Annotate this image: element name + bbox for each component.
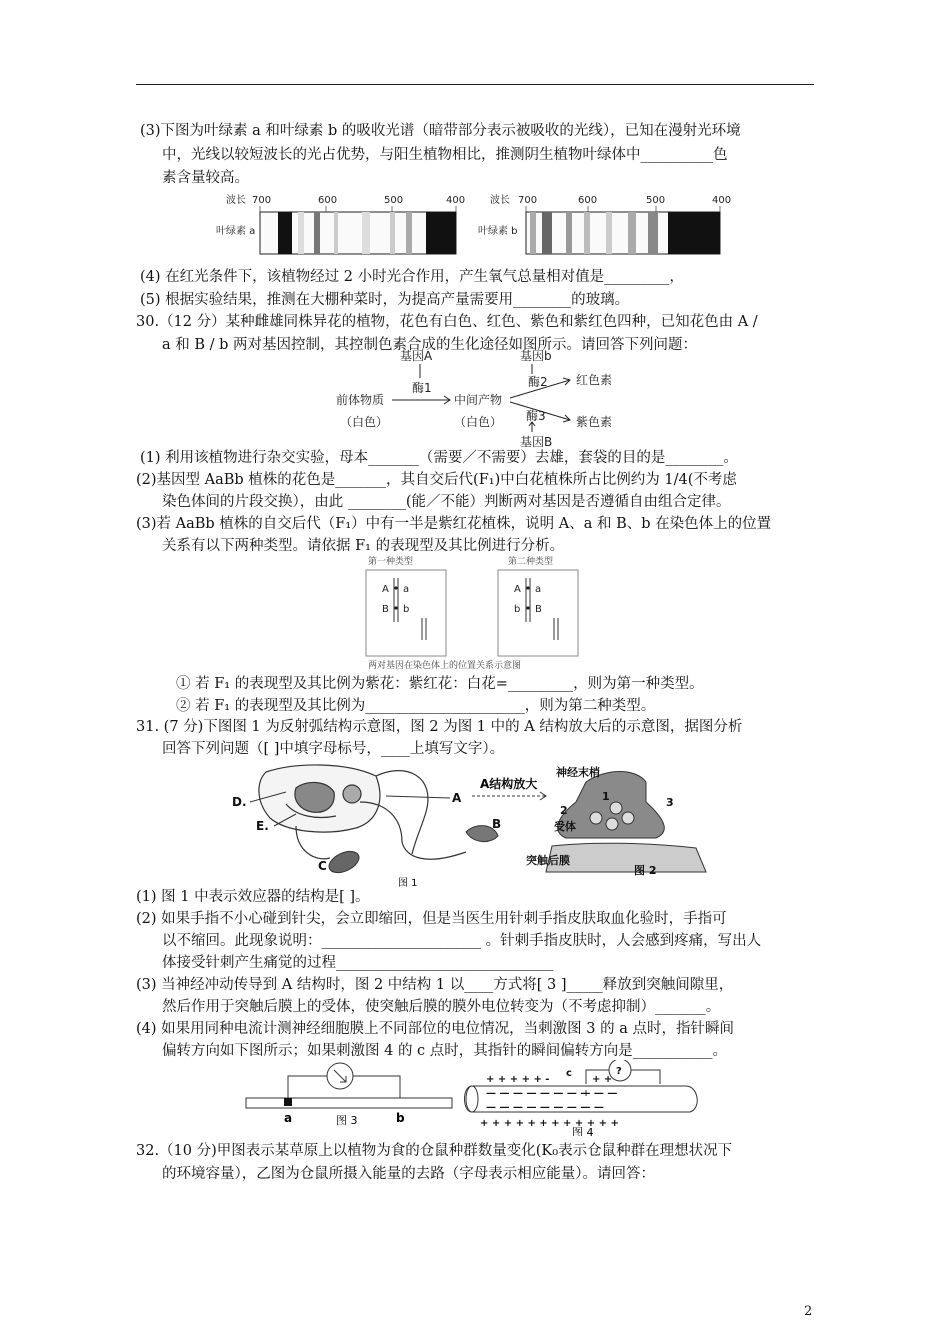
nerve-ending-label: 神经末梢 <box>556 766 600 779</box>
q32-line1: 32.（10 分)甲图表示某草原上以植物为食的仓鼠种群数量变化(K₀表示仓鼠种群在理想状况下 <box>136 1143 733 1159</box>
tick-600-b: 600 <box>578 195 598 206</box>
enzyme1-label: 酶1 <box>412 381 432 395</box>
tick-500-a: 500 <box>384 195 404 206</box>
white-label-1: （白色） <box>340 415 389 429</box>
effector-c-shape <box>326 847 363 877</box>
label-c: C <box>318 859 327 873</box>
q31-3-line1: (3) 当神经冲动传导到 A 结构时，图 2 中结构 1 以____方式将[ 3 ]_____释放到突触间隙里， <box>136 977 734 993</box>
q30-3-option2: ② 若 F₁ 的表现型及其比例为______________________，则为第二种类型。 <box>176 698 656 714</box>
purple-pigment-label: 紫色素 <box>576 415 613 429</box>
t2-allele-A: A <box>514 584 521 595</box>
fig3-nerve-fiber <box>246 1098 452 1108</box>
type2-label: 第二种类型 <box>508 557 554 567</box>
fig4-plus-bottom: + + + + + + + + + + + + <box>480 1118 619 1129</box>
q30-line1: 30.（12 分）某种雌雄同株异花的植物，花色有白色、红色、紫色和紫红色四种，已知花色由 A / <box>136 314 758 330</box>
galvanometer-figures <box>240 1060 710 1136</box>
chromosome-caption: 两对基因在染色体上的位置关系示意图 <box>368 661 522 671</box>
fig3-label-a: a <box>284 1111 293 1125</box>
q29-3-line3: 素含量较高。 <box>162 170 249 186</box>
absorption-spectrum-figure <box>212 190 752 262</box>
q31-3-line2: 然后作用于突触后膜上的受体，使突触后膜的膜外电位转变为（不考虑抑制）_______。 <box>162 999 721 1015</box>
fig1-caption: 图 1 <box>398 878 418 889</box>
t1-allele-B: B <box>382 604 389 615</box>
num-3: 3 <box>666 796 674 809</box>
fig4-plus-top: + + + + + - <box>486 1074 550 1085</box>
q30-2-line2: 染色体间的片段交换），由此 ________(能／不能）判断两对基因是否遵循自由组合定律。 <box>162 494 731 510</box>
wavelength-label-a: 波长 <box>226 195 246 206</box>
q31-line2: 回答下列问题（[ ]中填字母标号，____上填写文字）。 <box>162 741 505 757</box>
q29-4: (4) 在红光条件下，该植物经过 2 小时光合作用，产生氧气总量相对值是_________， <box>140 269 684 285</box>
red-pigment-label: 红色素 <box>576 373 613 387</box>
t1-allele-a: a <box>403 584 410 595</box>
fig4-question: ? <box>616 1066 622 1077</box>
gene-b-lower-label: 基因b <box>520 349 552 363</box>
q29-5: (5) 根据实验结果，推测在大棚种菜时，为提高产量需要用________的玻璃。 <box>140 292 630 308</box>
q30-line2: a 和 B / b 两对基因控制，其控制色素合成的生化途径如图所示。请回答下列问题： <box>162 337 698 353</box>
tick-500-b: 500 <box>646 195 666 206</box>
gene-a-label: 基因A <box>400 349 433 363</box>
enlarge-label: A结构放大 <box>480 777 538 791</box>
tick-700-b: 700 <box>518 195 538 206</box>
wavelength-label-b: 波长 <box>490 195 510 206</box>
fig4-minus-top: — — — — — — — — — — <box>486 1088 618 1099</box>
precursor-label: 前体物质 <box>336 393 385 407</box>
q29-3-line1: (3)下图为叶绿素 a 和叶绿素 b 的吸收光谱（暗带部分表示被吸收的光线），已知在漫射光环境 <box>140 123 741 139</box>
postsynaptic-membrane <box>546 843 706 872</box>
receptor-label: 受体 <box>554 820 576 833</box>
fig4-minus-bottom: — — — — — — — — — <box>486 1102 604 1113</box>
fig2-caption: 图 2 <box>634 864 657 877</box>
q31-line1: 31. (7 分)下图图 1 为反射弧结构示意图，图 2 为图 1 中的 A 结构放大后的示意图，据图分析 <box>136 719 743 735</box>
q31-2-line3: 体接受针刺产生痛觉的过程______________________________ <box>162 955 554 971</box>
label-b: B <box>492 817 502 831</box>
header-rule <box>136 84 814 85</box>
chl-a-label: 叶绿素 a <box>216 226 256 237</box>
fig3-point-a-marker <box>284 1098 292 1106</box>
t2-allele-B: B <box>535 604 542 615</box>
num-1: 1 <box>602 790 610 803</box>
q31-2-line2: 以不缩回。此现象说明：______________________ 。针刺手指皮肤时，人会感到疼痛，写出人 <box>162 933 762 949</box>
fig4-caption: 图 4 <box>572 1126 594 1136</box>
gene-b-upper-label: 基因B <box>520 435 553 449</box>
t1-allele-A: A <box>382 584 389 595</box>
q30-3-line1: (3)若 AaBb 植株的自交后代（F₁）中有一半是紫红花植株，说明 A、a 和 B、b 在染色体上的位置 <box>136 516 772 532</box>
reflex-arc-figure <box>226 762 726 890</box>
t1-allele-b: b <box>403 604 410 615</box>
label-a: A <box>452 791 462 805</box>
white-label-2: （白色） <box>454 415 503 429</box>
intermediate-label: 中间产物 <box>454 393 503 407</box>
q31-4-line1: (4) 如果用同种电流计测神经细胞膜上不同部位的电位情况，当刺激图 3 的 a 点时，指针瞬间 <box>136 1021 734 1037</box>
tick-400-b: 400 <box>712 195 732 206</box>
chl-b-label: 叶绿素 b <box>478 226 518 237</box>
q30-2-line1: (2)基因型 AaBb 植株的花色是_______，其自交后代(F₁)中白花植株所占比例约为 1/4(不考虑 <box>136 472 737 488</box>
pathway-figure <box>320 346 640 450</box>
enzyme2-label: 酶2 <box>528 375 548 389</box>
label-e: E. <box>256 819 269 833</box>
q30-1: (1) 利用该植物进行杂交实验，母本_______（需要／不需要）去雄，套袋的目的是________。 <box>140 450 738 466</box>
tick-700-a: 700 <box>252 195 272 206</box>
fig3-label-b: b <box>396 1111 405 1125</box>
q31-4-line2: 偏转方向如下图所示；如果刺激图 4 的 c 点时，其指针的瞬间偏转方向是___________。 <box>162 1043 728 1059</box>
fig4-label-c: c <box>566 1068 572 1079</box>
type1-label: 第一种类型 <box>368 557 414 567</box>
q30-3-option1: ① 若 F₁ 的表现型及其比例为紫花：紫红花：白花=_________，则为第一种类型。 <box>176 676 704 692</box>
label-d: D. <box>232 795 247 809</box>
fig4-plus-top2: + + <box>592 1074 613 1085</box>
t2-allele-b: b <box>514 604 521 615</box>
q32-line2: 的环境容量），乙图为仓鼠所摄入能量的去路（字母表示相应能量）。请回答： <box>162 1166 655 1182</box>
postsyn-label: 突触后膜 <box>526 854 570 867</box>
q31-1: (1) 图 1 中表示效应器的结构是[ ]。 <box>136 889 370 905</box>
q31-2-line1: (2) 如果手指不小心碰到针尖，会立即缩回，但是当医生用针刺手指皮肤取血化验时，手指可 <box>136 911 727 927</box>
chromosome-position-figure <box>362 554 592 674</box>
fig3-caption: 图 3 <box>336 1114 358 1127</box>
q29-3-line2: 中，光线以较短波长的光占优势，与阳生植物相比，推测阴生植物叶绿体中__________色 <box>162 147 728 163</box>
enzyme3-label: 酶3 <box>526 409 546 423</box>
num-2: 2 <box>560 804 568 817</box>
page-number: 2 <box>804 1304 813 1319</box>
tick-600-a: 600 <box>318 195 338 206</box>
tick-400-a: 400 <box>446 195 466 206</box>
t2-allele-a: a <box>535 584 542 595</box>
q30-3-line2: 关系有以下两种类型。请依据 F₁ 的表现型及其比例进行分析。 <box>162 538 565 554</box>
